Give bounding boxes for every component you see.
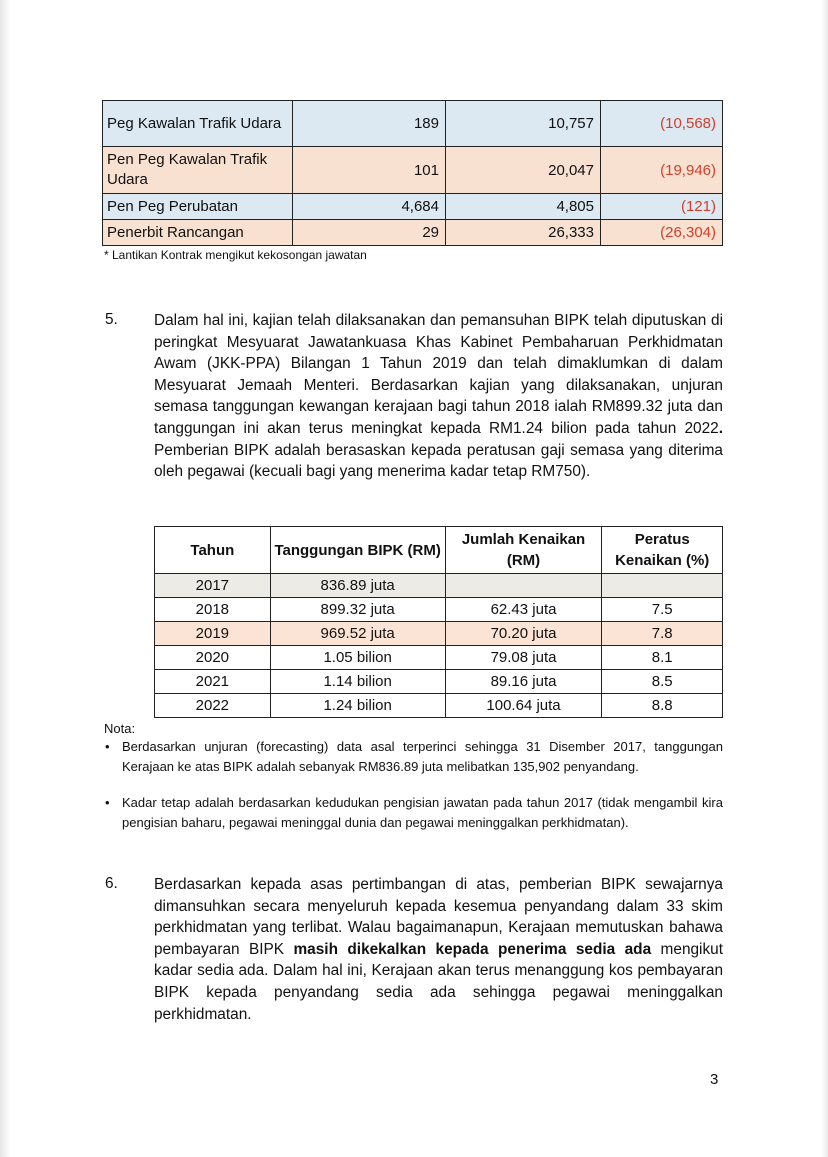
cell-liability: 1.05 bilion <box>270 646 445 670</box>
cell-percent: 8.1 <box>602 646 723 670</box>
cell-percent: 7.5 <box>602 598 723 622</box>
cell-percent: 8.5 <box>602 670 723 694</box>
cell-increase: 100.64 juta <box>445 694 602 718</box>
nota-bullet: Berdasarkan unjuran (forecasting) data asal terperinci sehingga 31 Disember 2017, tanggungan Kerajaan ke atas BIPK adalah sebanyak RM836.89 juta melibatkan 135,902 penyandang. <box>122 739 723 774</box>
table-footnote: * Lantikan Kontrak mengikut kekosongan jawatan <box>104 248 367 262</box>
paragraph-number: 5. <box>105 311 118 328</box>
page-edge-right <box>822 0 828 1157</box>
row-value-a: 4,684 <box>293 194 446 220</box>
cell-increase: 89.16 juta <box>445 670 602 694</box>
row-name: Pen Peg Perubatan <box>103 194 293 220</box>
cell-liability: 1.14 bilion <box>270 670 445 694</box>
header-percent: Peratus Kenaikan (%) <box>602 527 723 574</box>
header-liability: Tanggungan BIPK (RM) <box>270 527 445 574</box>
row-value-c: (10,568) <box>601 101 723 147</box>
cell-year: 2018 <box>155 598 271 622</box>
row-name: Peg Kawalan Trafik Udara <box>103 101 293 147</box>
cell-liability: 969.52 juta <box>270 622 445 646</box>
header-year: Tahun <box>155 527 271 574</box>
paragraph-6 <box>154 874 723 1025</box>
cell-liability: 1.24 bilion <box>270 694 445 718</box>
cell-liability: 899.32 juta <box>270 598 445 622</box>
row-value-c: (26,304) <box>601 220 723 246</box>
row-value-c: (19,946) <box>601 147 723 194</box>
page-number: 3 <box>710 1071 719 1088</box>
table-row <box>103 194 723 220</box>
cell-year: 2019 <box>155 622 271 646</box>
table-row <box>155 598 723 622</box>
paragraph-number: 6. <box>105 875 118 892</box>
cell-increase: 62.43 juta <box>445 598 602 622</box>
bullet-icon: • <box>105 739 110 754</box>
row-value-c: (121) <box>601 194 723 220</box>
row-value-a: 189 <box>293 101 446 147</box>
row-value-b: 4,805 <box>446 194 601 220</box>
table-row <box>155 574 723 598</box>
paragraph-bold-text: masih dikekalkan kepada penerima sedia ada <box>293 940 652 958</box>
table-row <box>103 101 723 147</box>
bullet-icon: • <box>105 795 110 810</box>
nota-label: Nota: <box>104 721 136 736</box>
cell-liability: 836.89 juta <box>270 574 445 598</box>
row-value-a: 29 <box>293 220 446 246</box>
row-value-b: 26,333 <box>446 220 601 246</box>
cell-year: 2021 <box>155 670 271 694</box>
paragraph-bold-text: . <box>718 419 723 437</box>
paragraph-text: mengikut kadar sedia ada. Dalam hal ini, Kerajaan akan terus menanggung kos pembayaran BIPK kepada penyandang sedia ada sehingga pegawai meninggalkan perkhidmatan. <box>154 940 724 1023</box>
cell-year: 2020 <box>155 646 271 670</box>
paragraph-text: Berdasarkan kepada asas pertimbangan di atas, pemberian BIPK sewajarnya dimansuhkan secara menyeluruh kepada kesemua penyandang dalam 33 skim perkhidmatan yang terlibat. Walau bagaimanapun, Kerajaan memutuskan bahawa pembayaran BIPK <box>154 876 723 958</box>
table-row <box>103 147 723 194</box>
cell-increase: 70.20 juta <box>445 622 602 646</box>
cell-percent <box>602 574 723 598</box>
row-value-b: 20,047 <box>446 147 601 194</box>
cell-percent: 8.8 <box>602 694 723 718</box>
table-row <box>155 622 723 646</box>
paragraph-text: Dalam hal ini, kajian telah dilaksanakan dan pemansuhan BIPK telah diputuskan di peringkat Mesyuarat Jawatankuasa Khas Kabinet Pembaharuan Perkhidmatan Awam (JKK-PPA) Bilangan 1 Tahun 2019 dan telah dimaklumkan di dalam Mesyuarat Jemaah Menteri. Berdasarkan kajian yang dilaksanakan, unjuran semasa tanggungan kewangan kerajaan bagi tahun 2018 ialah RM899.32 juta dan tanggungan ini akan terus meningkat kepada RM1.24 bilion pada tahun 2022 <box>154 312 723 437</box>
table-row <box>155 670 723 694</box>
table-row <box>103 220 723 246</box>
top-table <box>102 100 723 246</box>
bipk-liability-table <box>154 526 723 718</box>
table-header-row <box>155 527 723 574</box>
header-increase: Jumlah Kenaikan (RM) <box>445 527 602 574</box>
table-row <box>155 694 723 718</box>
cell-year: 2022 <box>155 694 271 718</box>
cell-year: 2017 <box>155 574 271 598</box>
row-value-b: 10,757 <box>446 101 601 147</box>
paragraph-text: Pemberian BIPK adalah berasaskan kepada peratusan gaji semasa yang diterima oleh pegawai (kecuali bagi yang menerima kadar tetap RM750). <box>154 441 723 481</box>
paragraph-5 <box>154 310 723 483</box>
nota-bullet: Kadar tetap adalah berdasarkan kedudukan pengisian jawatan pada tahun 2017 (tidak mengambil kira pengisian baharu, pegawai meninggal dunia dan pegawai meninggalkan perkhidmatan). <box>122 795 723 830</box>
table-row <box>155 646 723 670</box>
cell-increase <box>445 574 602 598</box>
cell-percent: 7.8 <box>602 622 723 646</box>
cell-increase: 79.08 juta <box>445 646 602 670</box>
row-name: Pen Peg Kawalan Trafik Udara <box>103 147 293 194</box>
row-value-a: 101 <box>293 147 446 194</box>
row-name: Penerbit Rancangan <box>103 220 293 246</box>
page-edge-left <box>0 0 9 1157</box>
